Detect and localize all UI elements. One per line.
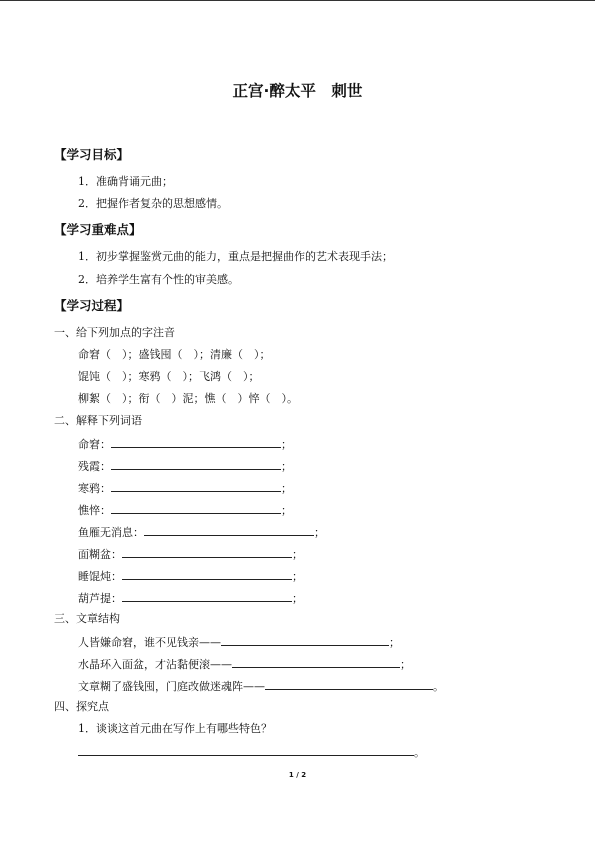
term-label: 睡馄炖： <box>78 570 122 583</box>
key-point-item-2: 2．培养学生富有个性的审美感。 <box>78 273 239 286</box>
term-end-mark: ； <box>292 548 303 561</box>
pinyin-line-2[interactable]: 馄饨（ ）；寒鸦（ ）；飞鸿（ ）； <box>78 370 260 383</box>
answer-blank[interactable] <box>122 590 292 602</box>
pinyin-line-3[interactable]: 柳絮（ ）；衔（ ）泥；憔（ ）悴（ ）。 <box>78 392 298 405</box>
pinyin-line-1[interactable]: 命窘（ ）；盛钱囤（ ）；清廉（ ）； <box>78 348 271 361</box>
answer-blank[interactable] <box>232 656 400 668</box>
term-end-mark: ； <box>281 438 292 451</box>
part2-title: 二、解释下列词语 <box>54 414 142 427</box>
term-label: 面糊盆： <box>78 548 122 561</box>
key-point-item-1: 1．初步掌握鉴赏元曲的能力，重点是把握曲作的艺术表现手法； <box>78 250 393 263</box>
term-row <box>78 458 292 474</box>
page-title: 正宫·醉太平 刺世 <box>232 82 363 100</box>
page-number: 1 / 2 <box>288 771 307 779</box>
answer-end-mark: 。 <box>414 746 425 759</box>
structure-end-mark: 。 <box>433 680 444 693</box>
term-label: 憔悴： <box>78 504 111 517</box>
part1-title: 一、给下列加点的字注音 <box>54 326 175 339</box>
term-label: 命窘： <box>78 438 111 451</box>
term-end-mark: ； <box>292 592 303 605</box>
structure-end-mark: ； <box>389 636 400 649</box>
term-label: 鱼雁无消息： <box>78 526 144 539</box>
term-end-mark: ； <box>281 460 292 473</box>
goal-item-2: 2．把握作者复杂的思想感情。 <box>78 197 228 210</box>
answer-blank[interactable] <box>122 568 292 580</box>
term-row <box>78 568 303 584</box>
term-row <box>78 502 292 518</box>
answer-blank[interactable] <box>122 546 292 558</box>
goal-item-1: 1．准确背诵元曲； <box>78 175 173 188</box>
structure-row <box>78 656 411 672</box>
term-row <box>78 524 325 540</box>
discussion-answer-row <box>78 744 425 760</box>
answer-blank[interactable] <box>144 524 314 536</box>
section-heading-goals: 【学习目标】 <box>54 147 130 162</box>
term-row <box>78 590 303 606</box>
term-end-mark: ； <box>292 570 303 583</box>
term-row <box>78 436 292 452</box>
answer-blank[interactable] <box>111 458 281 470</box>
part4-title: 四、探究点 <box>54 700 109 713</box>
term-label: 残霞： <box>78 460 111 473</box>
term-end-mark: ； <box>281 482 292 495</box>
structure-text: 文章糊了盛钱囤，门庭改做迷魂阵—— <box>78 680 265 693</box>
discussion-question: 1．谈谈这首元曲在写作上有哪些特色？ <box>78 722 272 735</box>
answer-blank[interactable] <box>221 634 389 646</box>
part3-title: 三、文章结构 <box>54 612 120 625</box>
answer-blank[interactable] <box>265 678 433 690</box>
answer-blank[interactable] <box>111 436 281 448</box>
term-label: 葫芦提： <box>78 592 122 605</box>
section-heading-process: 【学习过程】 <box>54 298 130 313</box>
top-border-line <box>0 0 595 1</box>
structure-end-mark: ； <box>400 658 411 671</box>
section-heading-key-points: 【学习重难点】 <box>54 222 142 237</box>
structure-text: 水晶环入面盆，才沾黏便滚—— <box>78 658 232 671</box>
structure-text: 人皆嫌命窘，谁不见钱亲—— <box>78 636 221 649</box>
term-row <box>78 480 292 496</box>
answer-blank[interactable] <box>111 502 281 514</box>
answer-blank[interactable] <box>78 744 414 756</box>
structure-row <box>78 634 400 650</box>
answer-blank[interactable] <box>111 480 281 492</box>
structure-row <box>78 678 444 694</box>
term-row <box>78 546 303 562</box>
term-end-mark: ； <box>314 526 325 539</box>
term-label: 寒鸦： <box>78 482 111 495</box>
term-end-mark: ； <box>281 504 292 517</box>
